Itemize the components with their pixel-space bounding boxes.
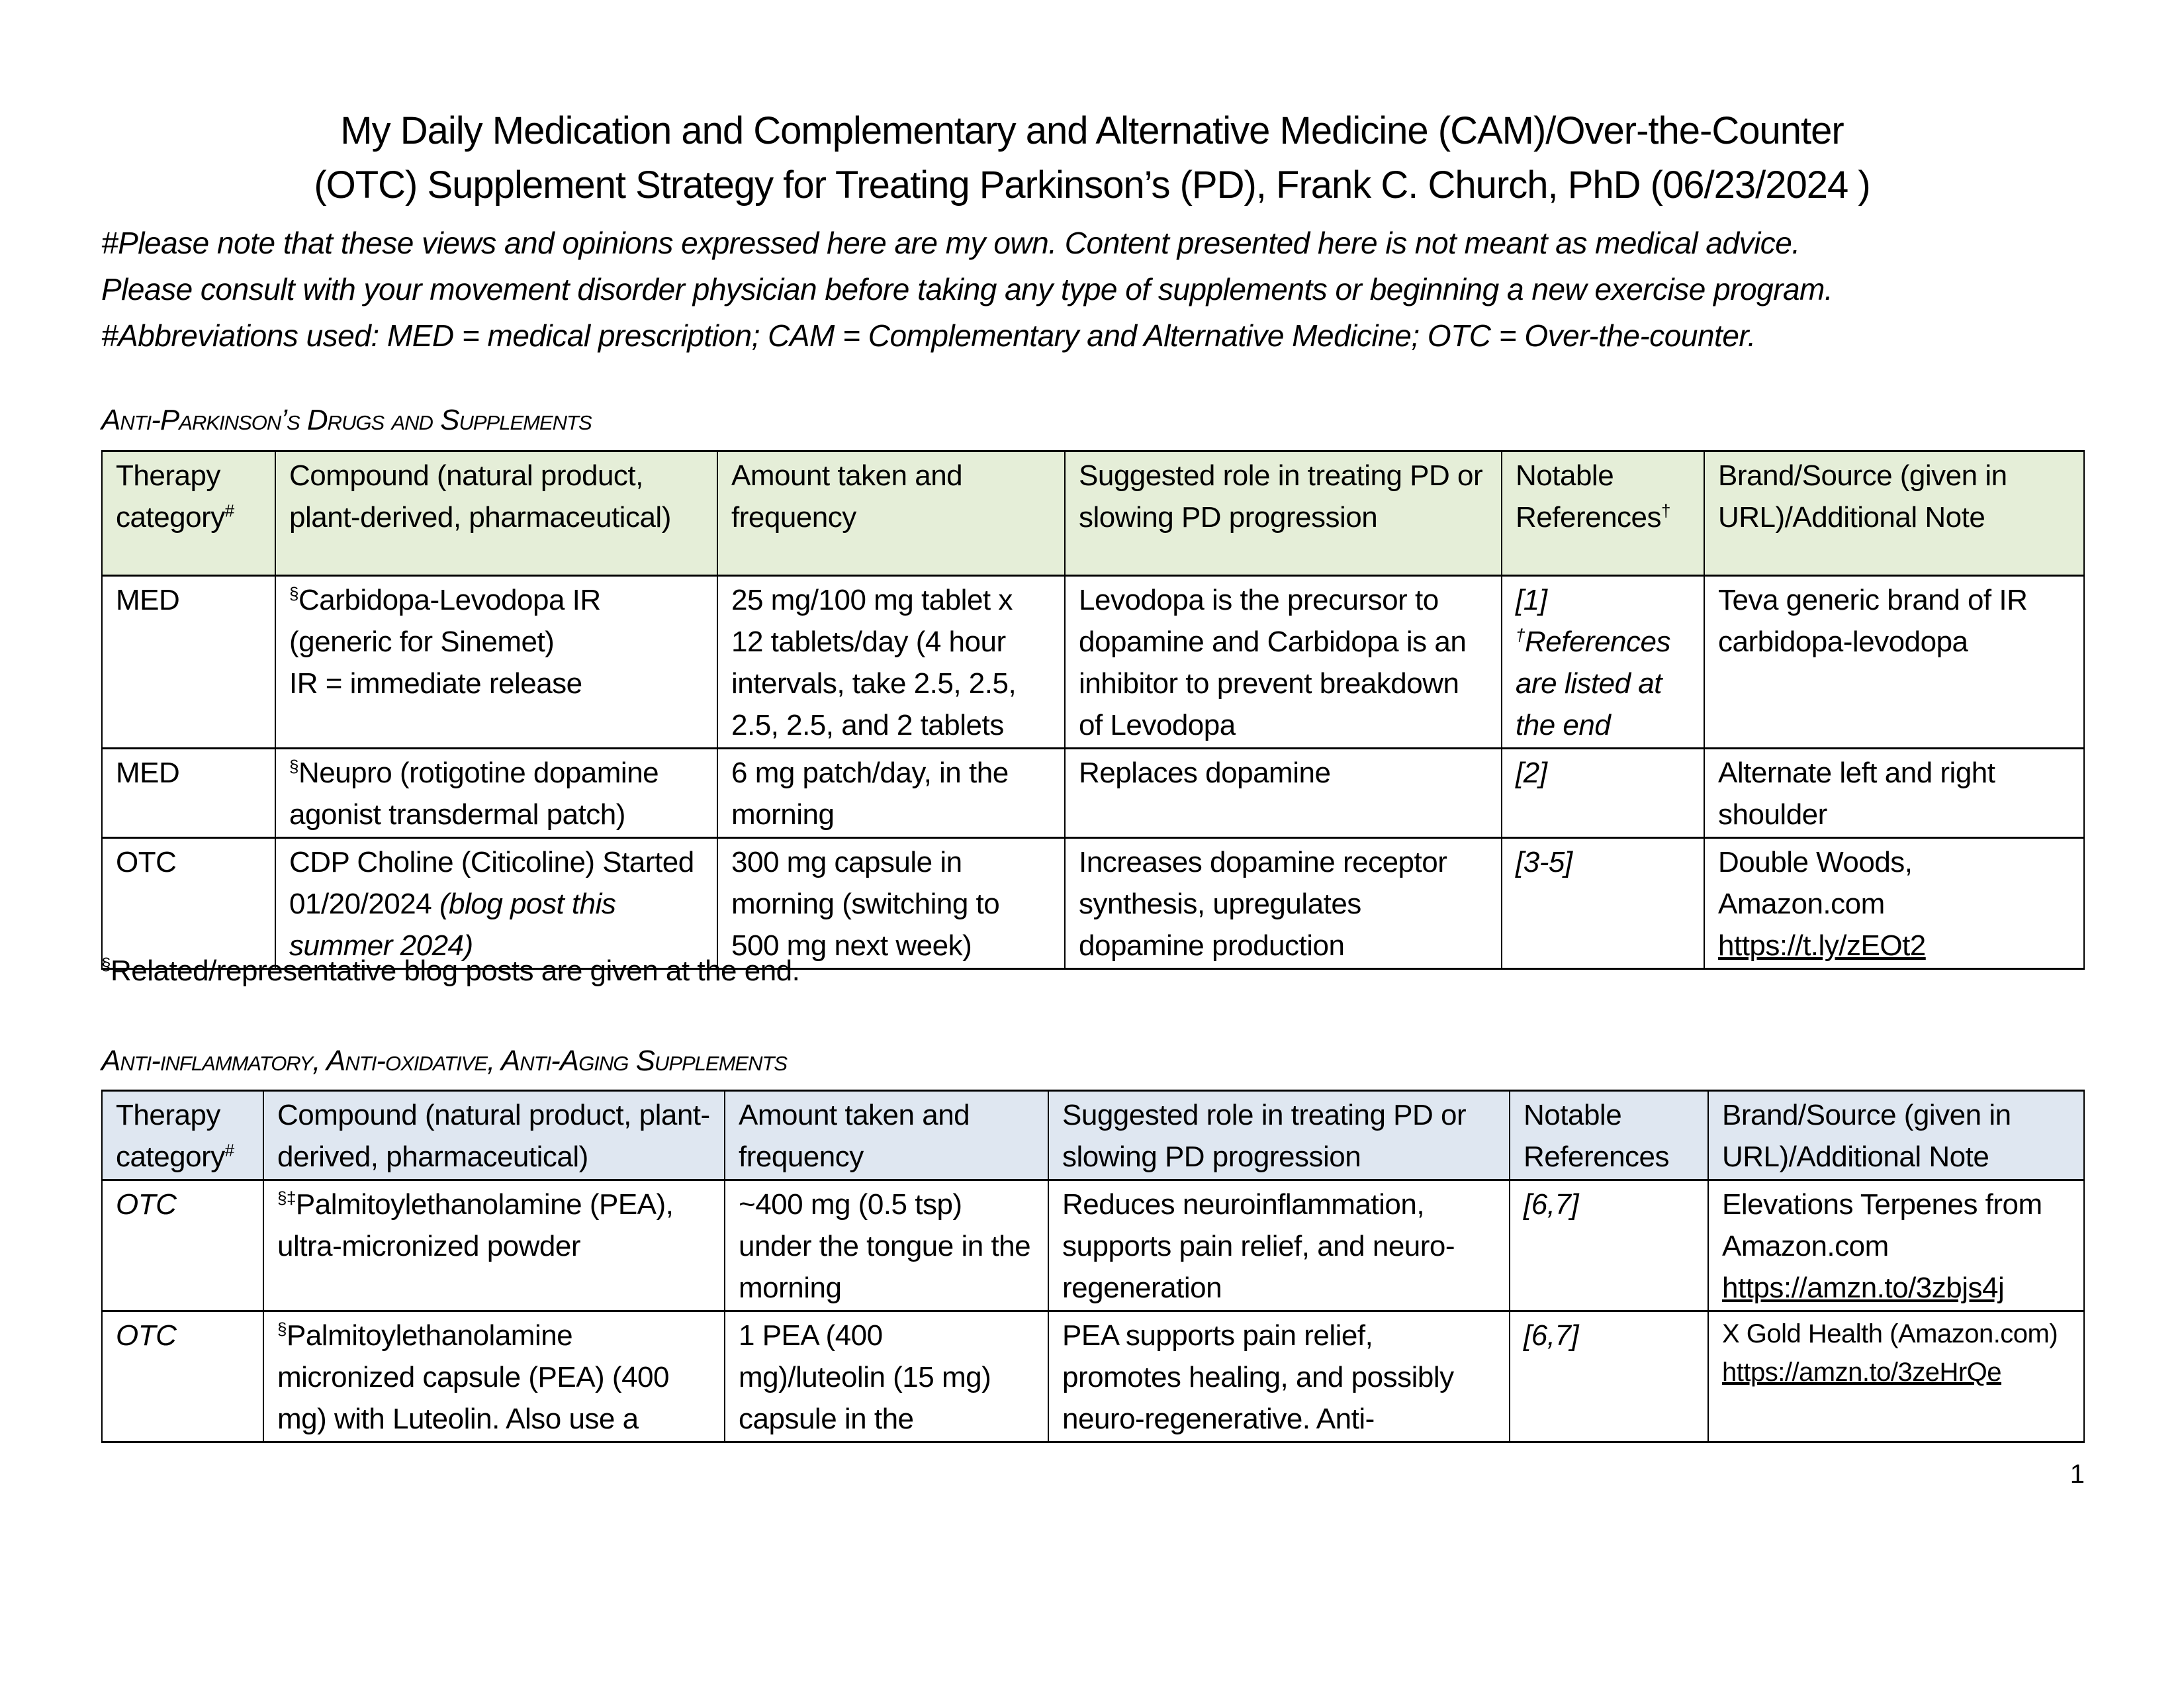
- cell-brand: Teva generic brand of IR carbidopa-levodopa: [1704, 576, 2084, 749]
- cell-compound: §‡Palmitoylethanolamine (PEA), ultra-micronized powder: [263, 1180, 725, 1311]
- cell-compound: §Neupro (rotigotine dopamine agonist transdermal patch): [275, 749, 717, 838]
- cell-amount: 25 mg/100 mg tablet x 12 tablets/day (4 hour intervals, take 2.5, 2.5, 2.5, 2.5, and 2 tablets: [717, 576, 1065, 749]
- cell-compound: CDP Choline (Citicoline) Started 01/20/2024 (blog post this summer 2024): [275, 838, 717, 969]
- document-title-line-2: (OTC) Supplement Strategy for Treating Parkinson’s (PD), Frank C. Church, PhD (06/23/2024 ): [314, 164, 1870, 207]
- cell-compound: §Palmitoylethanolamine micronized capsule (PEA) (400 mg) with Luteolin. Also use a: [263, 1311, 725, 1442]
- disclaimer-line-1: #Please note that these views and opinions expressed here are my own. Content presented here is not meant as medical advice.: [101, 226, 1800, 260]
- cell-brand: Alternate left and right shoulder: [1704, 749, 2084, 838]
- brand-link[interactable]: https://amzn.to/3zeHrQe: [1722, 1358, 2002, 1387]
- anti-parkinsons-table: [101, 450, 2085, 970]
- abbreviations-note: #Abbreviations used: MED = medical prescription; CAM = Complementary and Alternative Medicine; OTC = Over-the-counter.: [101, 318, 1756, 353]
- table-row: [102, 838, 2084, 969]
- header-role: Suggested role in treating PD or slowing PD progression: [1065, 451, 1502, 576]
- cell-category: OTC: [102, 1311, 263, 1442]
- table-header-row: [102, 451, 2084, 576]
- header-references: Notable References: [1510, 1091, 1708, 1180]
- cell-amount: ~400 mg (0.5 tsp) under the tongue in the morning: [725, 1180, 1048, 1311]
- cell-category: OTC: [102, 1180, 263, 1311]
- cell-brand: Elevations Terpenes from Amazon.com https://amzn.to/3zbjs4j: [1708, 1180, 2084, 1311]
- section-title-anti-inflammatory: Anti-inflammatory, Anti-oxidative, Anti-Aging Supplements: [101, 1045, 788, 1077]
- header-brand: Brand/Source (given in URL)/Additional Note: [1708, 1091, 2084, 1180]
- table-header-row: [102, 1091, 2084, 1180]
- cell-brand: Double Woods, Amazon.com https://t.ly/zEOt2: [1704, 838, 2084, 969]
- cell-references: [3-5]: [1502, 838, 1704, 969]
- disclaimer-line-2: Please consult with your movement disorder physician before taking any type of supplements or beginning a new exercise program.: [101, 272, 1833, 306]
- table-row: [102, 1311, 2084, 1442]
- header-compound: Compound (natural product, plant-derived, pharmaceutical): [275, 451, 717, 576]
- header-therapy-category: Therapy category#: [102, 1091, 263, 1180]
- table-row: [102, 576, 2084, 749]
- cell-amount: 1 PEA (400 mg)/luteolin (15 mg) capsule in the: [725, 1311, 1048, 1442]
- header-role: Suggested role in treating PD or slowing PD progression: [1048, 1091, 1510, 1180]
- cell-references: [6,7]: [1510, 1311, 1708, 1442]
- cell-amount: 6 mg patch/day, in the morning: [717, 749, 1065, 838]
- header-brand: Brand/Source (given in URL)/Additional Note: [1704, 451, 2084, 576]
- cell-role: Increases dopamine receptor synthesis, upregulates dopamine production: [1065, 838, 1502, 969]
- header-therapy-category: Therapy category#: [102, 451, 275, 576]
- document-title-line-1: My Daily Medication and Complementary and Alternative Medicine (CAM)/Over-the-Counter: [340, 109, 1844, 152]
- cell-references: [1] †References are listed at the end: [1502, 576, 1704, 749]
- brand-link[interactable]: https://amzn.to/3zbjs4j: [1722, 1272, 2005, 1304]
- anti-inflammatory-table: [101, 1090, 2085, 1443]
- section-title-anti-parkinsons: Anti-Parkinson’s Drugs and Supplements: [101, 404, 592, 436]
- table-row: [102, 749, 2084, 838]
- blog-posts-footnote: §Related/representative blog posts are given at the end.: [101, 954, 800, 987]
- header-amount: Amount taken and frequency: [725, 1091, 1048, 1180]
- page-number: 1: [2070, 1460, 2085, 1489]
- cell-role: Levodopa is the precursor to dopamine and Carbidopa is an inhibitor to prevent breakdown of Levodopa: [1065, 576, 1502, 749]
- cell-category: MED: [102, 749, 275, 838]
- brand-link[interactable]: https://t.ly/zEOt2: [1718, 929, 1926, 962]
- cell-references: [2]: [1502, 749, 1704, 838]
- cell-references: [6,7]: [1510, 1180, 1708, 1311]
- cell-brand: X Gold Health (Amazon.com) https://amzn.to/3zeHrQe: [1708, 1311, 2084, 1442]
- header-compound: Compound (natural product, plant-derived, pharmaceutical): [263, 1091, 725, 1180]
- cell-category: OTC: [102, 838, 275, 969]
- header-amount: Amount taken and frequency: [717, 451, 1065, 576]
- cell-role: Replaces dopamine: [1065, 749, 1502, 838]
- cell-amount: 300 mg capsule in morning (switching to 500 mg next week): [717, 838, 1065, 969]
- table-row: [102, 1180, 2084, 1311]
- cell-role: PEA supports pain relief, promotes healing, and possibly neuro-regenerative. Anti-: [1048, 1311, 1510, 1442]
- cell-role: Reduces neuroinflammation, supports pain relief, and neuro-regeneration: [1048, 1180, 1510, 1311]
- cell-compound: §Carbidopa-Levodopa IR (generic for Sinemet) IR = immediate release: [275, 576, 717, 749]
- header-references: Notable References†: [1502, 451, 1704, 576]
- cell-category: MED: [102, 576, 275, 749]
